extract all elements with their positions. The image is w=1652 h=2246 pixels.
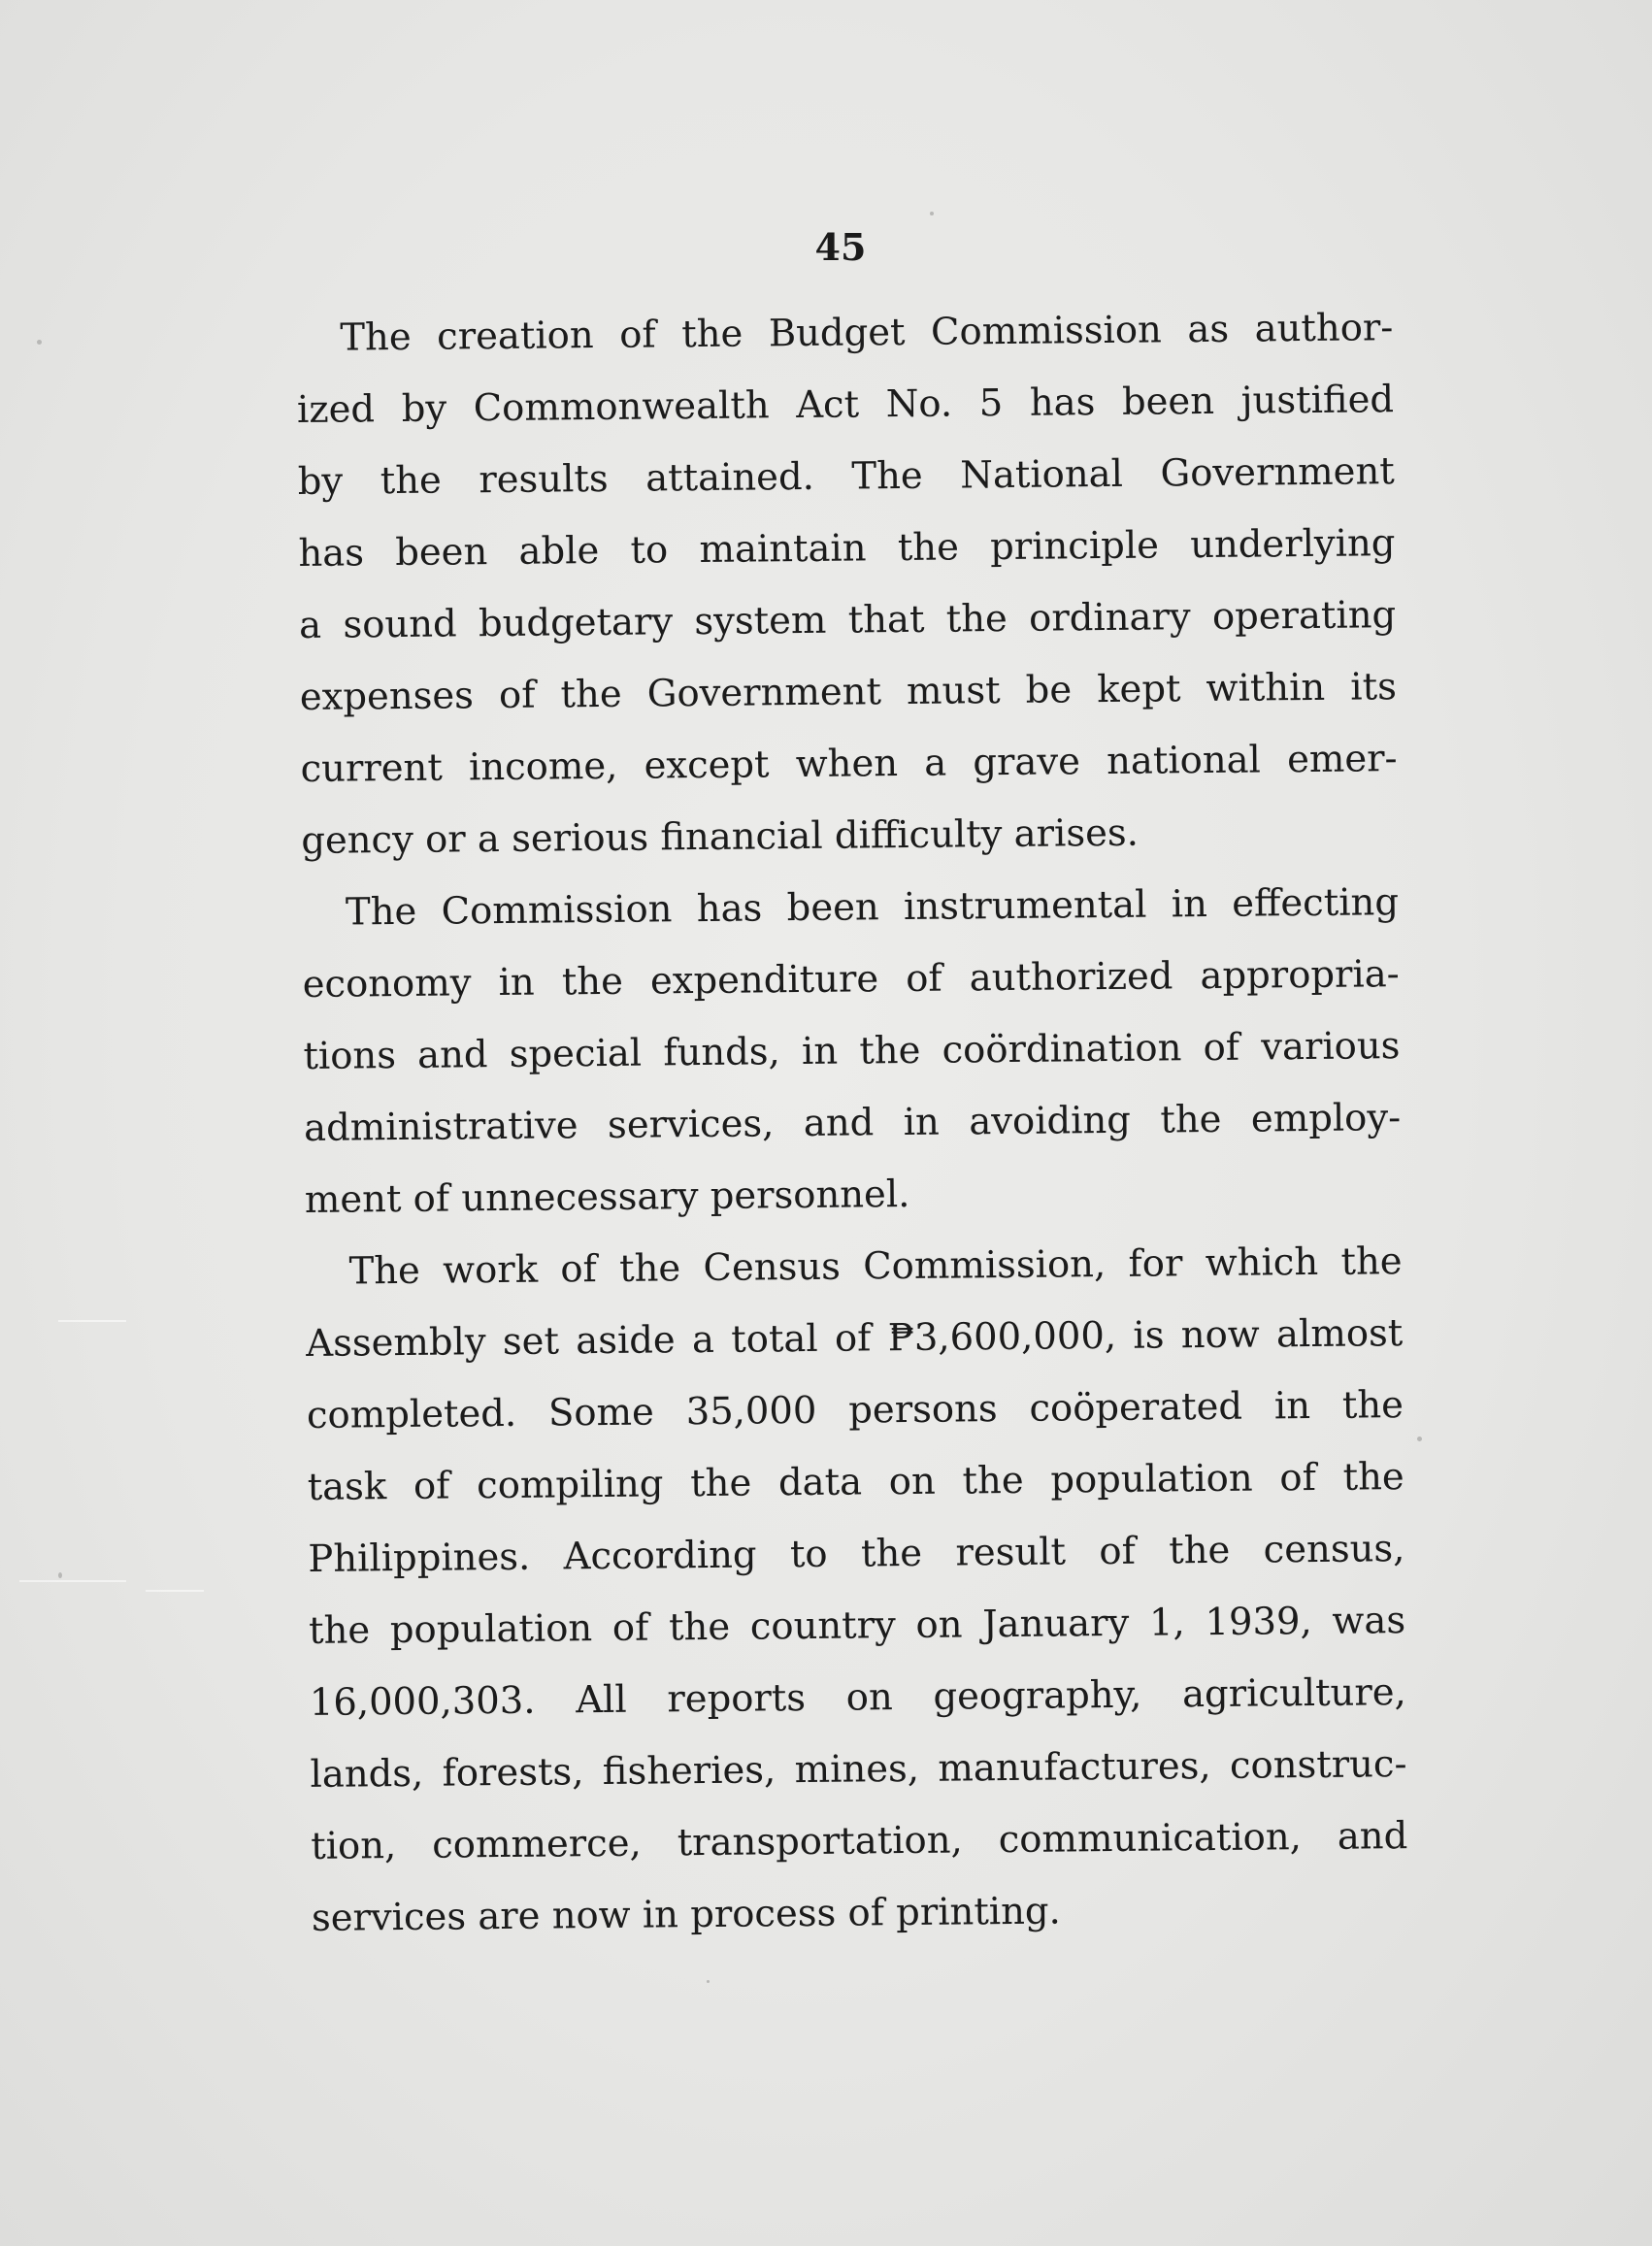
text-line: 16,000,303. All reports on geography, agriculture,	[309, 1670, 1407, 1725]
dust-speck	[37, 340, 42, 345]
text-line: a sound budgetary system that the ordinary operating	[298, 593, 1397, 647]
text-line: tions and special funds, in the coördination of various	[303, 1024, 1401, 1078]
text-line: expenses of the Government must be kept within its	[299, 665, 1398, 719]
text-line: task of compiling the data on the population of the	[307, 1455, 1404, 1509]
text-line: Philippines. According to the result of the census,	[308, 1527, 1405, 1581]
text-line: administrative services, and in avoiding the employ-	[303, 1096, 1402, 1150]
text-line: The Commission has been instrumental in effecting	[345, 880, 1400, 935]
text-line: lands, forests, fisheries, mines, manufactures, construc-	[310, 1742, 1407, 1797]
text-line: economy in the expenditure of authorized appropria-	[302, 952, 1400, 1007]
text-line: completed. Some 35,000 persons coöperated in the	[306, 1383, 1404, 1437]
body-text	[296, 292, 1408, 1955]
paragraph-commission-economy	[302, 867, 1402, 1237]
paragraph-budget-commission	[296, 292, 1399, 877]
dust-speck	[58, 1572, 62, 1578]
text-line: the population of the country on January 1, 1939, was	[308, 1599, 1406, 1653]
text-line: current income, except when a grave national emer-	[300, 737, 1398, 791]
dust-speck	[707, 1980, 710, 1983]
text-line: by the results attained. The National Government	[297, 449, 1395, 504]
text-line: ized by Commonwealth Act No. 5 has been justified	[296, 378, 1395, 432]
text-line: The work of the Census Commission, for which the	[348, 1239, 1403, 1294]
text-line: has been able to maintain the principle underlying	[298, 521, 1396, 576]
dust-speck	[1417, 1437, 1422, 1441]
paragraph-census-commission	[305, 1226, 1408, 1955]
text-line: tion, commerce, transportation, communication, and	[311, 1814, 1408, 1868]
text-line: The creation of the Budget Commission as author-	[340, 306, 1394, 360]
text-line: services are now in process of printing.	[311, 1889, 1062, 1940]
film-scratch	[58, 1320, 126, 1322]
text-line: Assembly set aside a total of ₱3,600,000, is now almost	[306, 1311, 1404, 1366]
text-line: ment of unnecessary personnel.	[304, 1172, 910, 1222]
dust-speck	[930, 212, 934, 215]
film-scratch	[19, 1580, 126, 1582]
text-line: gency or a serious financial difficulty arises.	[301, 810, 1140, 863]
page-number: 45	[814, 225, 867, 269]
film-scratch	[146, 1590, 204, 1592]
